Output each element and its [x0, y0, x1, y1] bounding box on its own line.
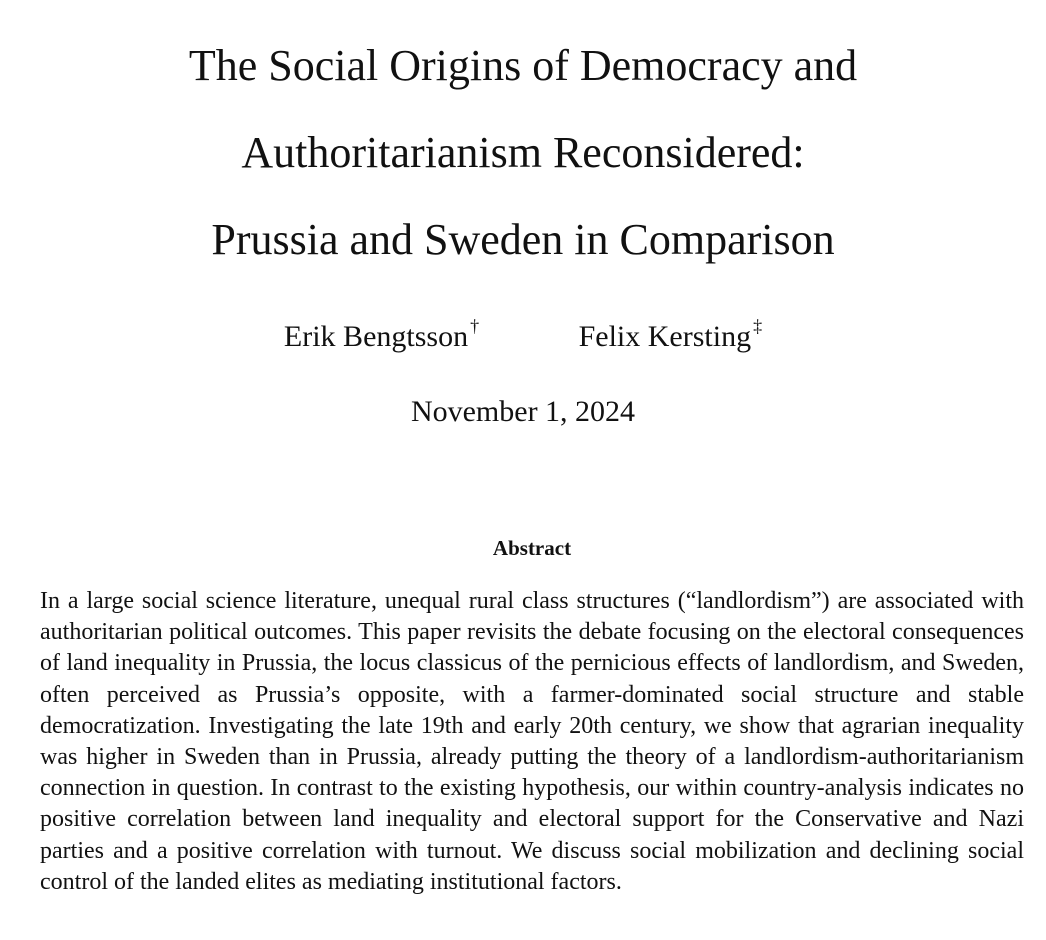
author-1: [284, 316, 479, 354]
publication-date: November 1, 2024: [410, 395, 636, 428]
author-2-name: Felix Kersting: [578, 320, 752, 353]
title-line-2: Authoritarianism Reconsidered:: [241, 128, 805, 177]
author-list: [0, 316, 1046, 354]
author-2-footnote-mark: ‡: [753, 316, 763, 336]
abstract-heading: Abstract: [492, 536, 572, 560]
author-2: [579, 316, 763, 354]
author-1-name: Erik Bengtsson: [283, 320, 469, 353]
title-line-3: Prussia and Sweden in Comparison: [211, 215, 835, 264]
paper-title: [0, 22, 1046, 283]
title-line-1: The Social Origins of Democracy and: [188, 41, 858, 90]
author-1-footnote-mark: †: [470, 316, 480, 336]
abstract-text: In a large social science literature, unequal rural class structures (“landlordism”) are associated with authoritarian political outcomes. This paper revisits the debate focusing on the electoral consequences of land inequality in Prussia, the locus classicus of the pernicious effects of landlordism, and Sweden, often perceived as Prussia’s opposite, with a farmer-dominated social structure and stable democratization. Investigating the late 19th and early 20th century, we show that agrarian inequality was higher in Sweden than in Prussia, already putting the theory of a landlordism-authoritarianism connection in question. In contrast to the existing hypothesis, our within country-analysis indicates no positive correlation between land inequality and electoral support for the Conservative and Nazi parties and a positive correlation with turnout. We discuss social mobilization and declining social control of the landed elites as mediating institutional factors.: [40, 588, 1024, 895]
